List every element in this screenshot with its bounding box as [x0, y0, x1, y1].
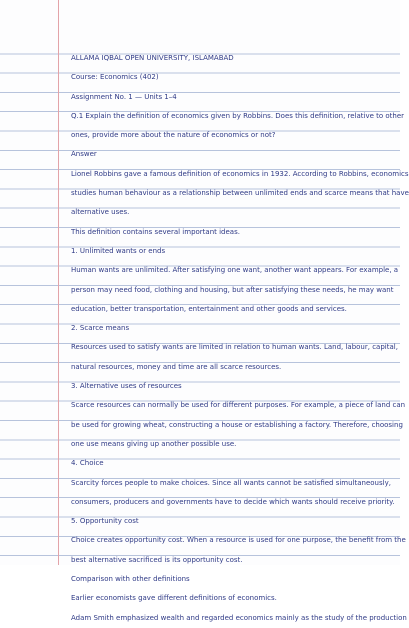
text-line: alternative uses. [71, 208, 130, 217]
text-line: Resources used to satisfy wants are limited in relation to human wants. Land, labour, capital, [71, 343, 398, 352]
text-line: Lionel Robbins gave a famous definition of economics in 1932. According to Robbins, economics [71, 169, 409, 178]
text-line: consumers, producers and governments have to decide which wants should receive priority. [71, 497, 395, 506]
question-line: ones, provide more about the nature of economics or not? [71, 131, 276, 140]
section-heading: 1. Unlimited wants or ends [71, 246, 166, 255]
question-line: Q.1 Explain the definition of economics given by Robbins. Does this definition, relative to other [71, 111, 405, 120]
section-heading: 4. Choice [71, 459, 104, 468]
section-heading: 3. Alternative uses of resources [71, 382, 182, 391]
text-line: Human wants are unlimited. After satisfying one want, another want appears. For example, a [71, 266, 399, 275]
section-heading: 2. Scarce means [71, 324, 130, 333]
heading-university: ALLAMA IQBAL OPEN UNIVERSITY, ISLAMABAD [71, 54, 234, 62]
text-line: natural resources, money and time are all scarce resources. [71, 362, 282, 371]
text-line: This definition contains several important ideas. [71, 227, 240, 236]
section-heading: 5. Opportunity cost [71, 517, 139, 526]
heading-assignment: Assignment No. 1 — Units 1–4 [71, 92, 177, 101]
text-line: Scarce resources can normally be used for different purposes. For example, a piece of land can [71, 401, 406, 410]
text-line: Choice creates opportunity cost. When a resource is used for one purpose, the benefit from the [71, 536, 406, 545]
margin-line [58, 0, 59, 565]
assignment-text [71, 49, 409, 628]
text-line: Adam Smith emphasized wealth and regarded economics mainly as the study of the production [71, 613, 407, 622]
text-line: studies human behaviour as a relationship between unlimited ends and scarce means that have [71, 189, 409, 198]
text-line: Scarcity forces people to make choices. Since all wants cannot be satisfied simultaneously, [71, 478, 391, 487]
text-line: person may need food, clothing and housing, but after satisfying these needs, he may want [71, 285, 394, 294]
text-line: be used for growing wheat, constructing a house or establishing a factory. Therefore, choosing [71, 420, 403, 429]
page-header-space [0, 0, 400, 35]
text-line: education, better transportation, entertainment and other goods and services. [71, 304, 347, 313]
heading-course: Course: Economics (402) [71, 73, 159, 82]
text-line: Earlier economists gave different definitions of economics. [71, 594, 277, 603]
text-line: best alternative sacrificed is its opportunity cost. [71, 555, 243, 564]
section-heading: Comparison with other definitions [71, 575, 190, 584]
answer-heading: Answer [71, 150, 97, 159]
text-line: one use means giving up another possible use. [71, 439, 237, 448]
